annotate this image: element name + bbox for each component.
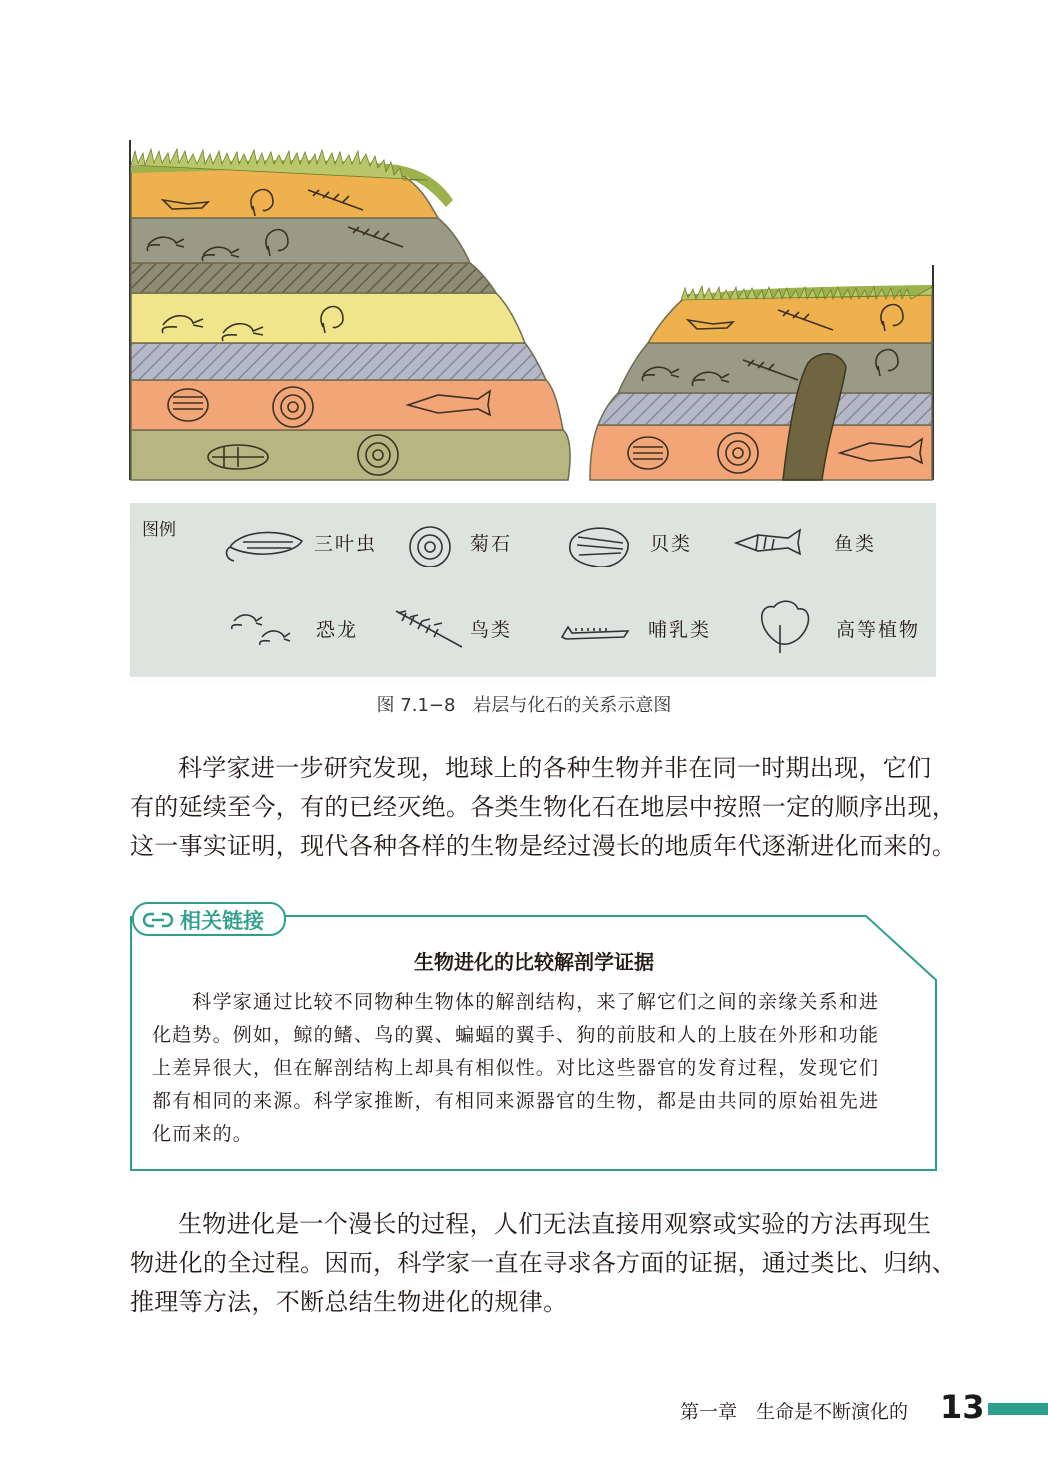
figure-legend	[130, 503, 936, 677]
fish-icon	[730, 517, 820, 567]
paragraph-2-line-1: 生物进化是一个漫长的过程，人们无法直接用观察或实验的方法再现生	[178, 1210, 932, 1238]
dinosaur-footprint-icon	[228, 603, 318, 653]
legend-item-ammonite	[398, 517, 558, 567]
legend-item-bird	[392, 603, 562, 653]
legend-item-fish	[730, 517, 930, 567]
related-link-body	[152, 986, 916, 1151]
paragraph-1	[130, 749, 957, 866]
legend-label-mammal: 哺乳类	[648, 619, 712, 641]
trilobite-icon	[218, 517, 308, 567]
related-link-body-line-5: 化而来的。	[152, 1123, 254, 1145]
chain-link-icon	[142, 910, 174, 930]
paragraph-2-line-3: 推理等方法，不断总结生物进化的规律。	[130, 1288, 568, 1316]
paragraph-2	[130, 1205, 957, 1322]
left-rock-block	[130, 140, 570, 480]
legend-label-trilobite: 三叶虫	[314, 533, 378, 555]
related-link-tab	[132, 902, 286, 936]
legend-label-plant: 高等植物	[836, 619, 921, 641]
related-link-body-line-3: 上差异很大，但在解剖结构上却具有相似性。对比这些器官的发育过程，发现它们	[152, 1057, 880, 1079]
shell-icon	[558, 517, 648, 567]
legend-label-bird: 鸟类	[470, 619, 513, 641]
feather-icon	[392, 603, 482, 653]
page-number: 13	[940, 1388, 985, 1426]
legend-label-shell: 贝类	[650, 533, 693, 555]
legend-title: 图例	[142, 520, 176, 540]
related-link-body-line-1: 科学家通过比较不同物种生物体的解剖结构，来了解它们之间的亲缘关系和进	[152, 991, 880, 1013]
related-link-body-line-4: 都有相同的来源。科学家推断，有相同来源器官的生物，都是由共同的原始祖先进	[152, 1090, 880, 1112]
legend-item-shell	[558, 517, 718, 567]
paragraph-2-line-2: 物进化的全过程。因而，科学家一直在寻求各方面的证据，通过类比、归纳、	[130, 1249, 957, 1277]
related-link-body-line-2: 化趋势。例如，鲸的鳍、鸟的翼、蝙蝠的翼手、狗的前肢和人的上肢在外形和功能	[152, 1024, 880, 1046]
legend-item-dinosaur	[228, 603, 398, 653]
figure-caption: 图 7.1−8 岩层与化石的关系示意图	[376, 695, 672, 716]
mammal-jaw-icon	[558, 603, 648, 653]
paragraph-1-line-1: 科学家进一步研究发现，地球上的各种生物并非在同一时期出现，它们	[178, 754, 932, 782]
leaf-icon	[748, 595, 838, 655]
legend-item-plant	[748, 595, 938, 645]
legend-item-mammal	[558, 603, 738, 653]
legend-item-trilobite	[218, 517, 398, 567]
strata-illustration	[128, 135, 938, 510]
chapter-footer: 第一章 生命是不断演化的	[680, 1401, 909, 1423]
footer-accent-bar	[988, 1403, 1048, 1415]
related-link-title: 生物进化的比较解剖学证据	[414, 950, 654, 974]
legend-label-ammonite: 菊石	[470, 533, 513, 555]
legend-label-dinosaur: 恐龙	[316, 619, 359, 641]
paragraph-1-line-3: 这一事实证明，现代各种各样的生物是经过漫长的地质年代逐渐进化而来的。	[130, 832, 957, 860]
legend-label-fish: 鱼类	[834, 533, 877, 555]
related-link-tab-label: 相关链接	[180, 909, 264, 933]
paragraph-1-line-2: 有的延续至今，有的已经灭绝。各类生物化石在地层中按照一定的顺序出现，	[130, 793, 957, 821]
